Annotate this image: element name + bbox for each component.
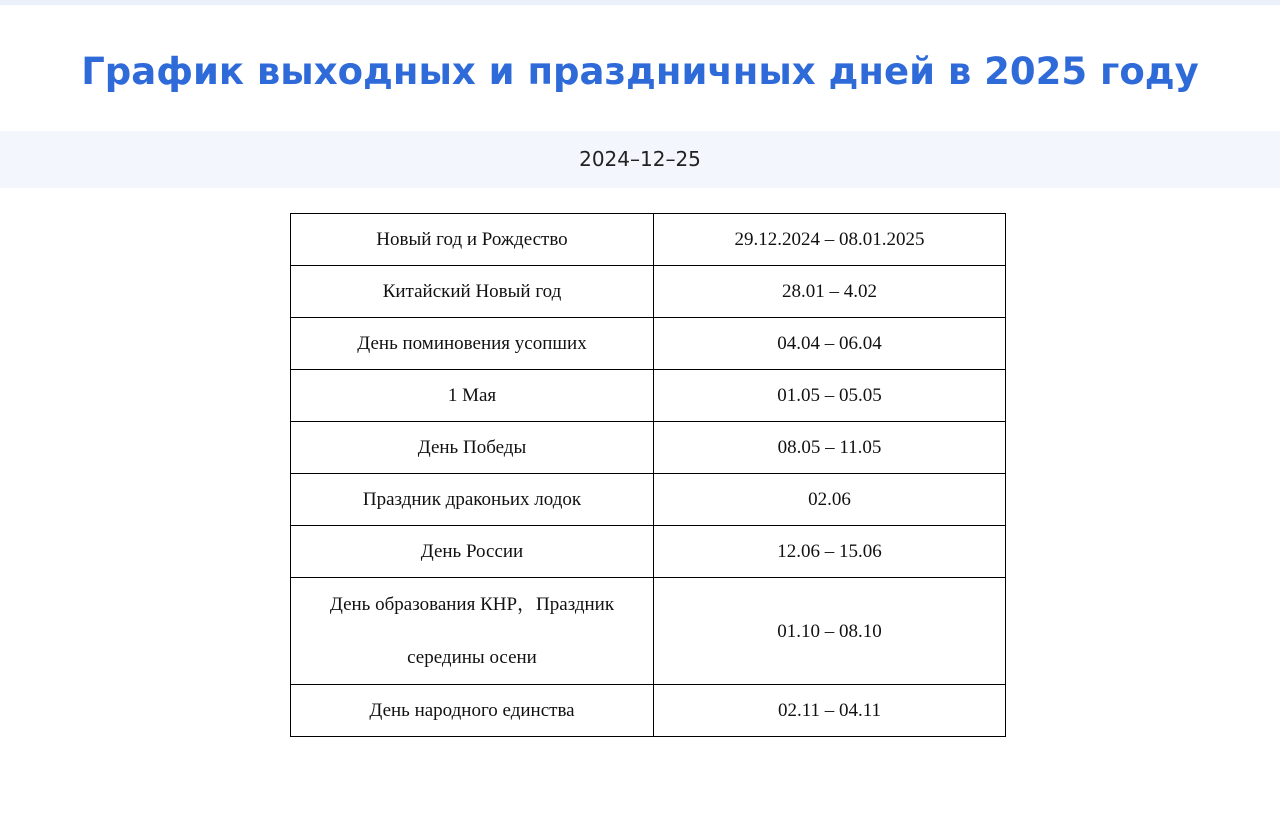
holiday-name: День Победы <box>291 422 654 474</box>
table-row <box>291 578 1006 685</box>
holiday-name: День народного единства <box>291 685 654 737</box>
publish-date-band <box>0 131 1280 188</box>
holiday-name: День поминовения усопших <box>291 318 654 370</box>
holiday-period: 01.10 – 08.10 <box>654 578 1006 685</box>
table-row <box>291 370 1006 422</box>
holiday-period: 04.04 – 06.04 <box>654 318 1006 370</box>
table-row <box>291 422 1006 474</box>
top-accent-strip <box>0 0 1280 5</box>
holiday-period: 02.11 – 04.11 <box>654 685 1006 737</box>
holiday-name: Праздник драконьих лодок <box>291 474 654 526</box>
holiday-period: 12.06 – 15.06 <box>654 526 1006 578</box>
table-row <box>291 526 1006 578</box>
table-row <box>291 318 1006 370</box>
page-title: График выходных и праздничных дней в 2025 году <box>81 50 1199 93</box>
holiday-period: 08.05 – 11.05 <box>654 422 1006 474</box>
holiday-name: День образования КНР，Праздник середины осени <box>291 578 654 685</box>
holiday-period: 29.12.2024 – 08.01.2025 <box>654 214 1006 266</box>
holiday-name: Китайский Новый год <box>291 266 654 318</box>
holiday-name: Новый год и Рождество <box>291 214 654 266</box>
holiday-schedule-table <box>290 213 1006 737</box>
holiday-period: 28.01 – 4.02 <box>654 266 1006 318</box>
publish-date: 2024–12–25 <box>579 147 701 171</box>
table-row <box>291 474 1006 526</box>
table-row <box>291 685 1006 737</box>
table-row <box>291 266 1006 318</box>
holiday-name: 1 Мая <box>291 370 654 422</box>
holiday-name: День России <box>291 526 654 578</box>
holiday-period: 02.06 <box>654 474 1006 526</box>
table-row <box>291 214 1006 266</box>
holiday-period: 01.05 – 05.05 <box>654 370 1006 422</box>
